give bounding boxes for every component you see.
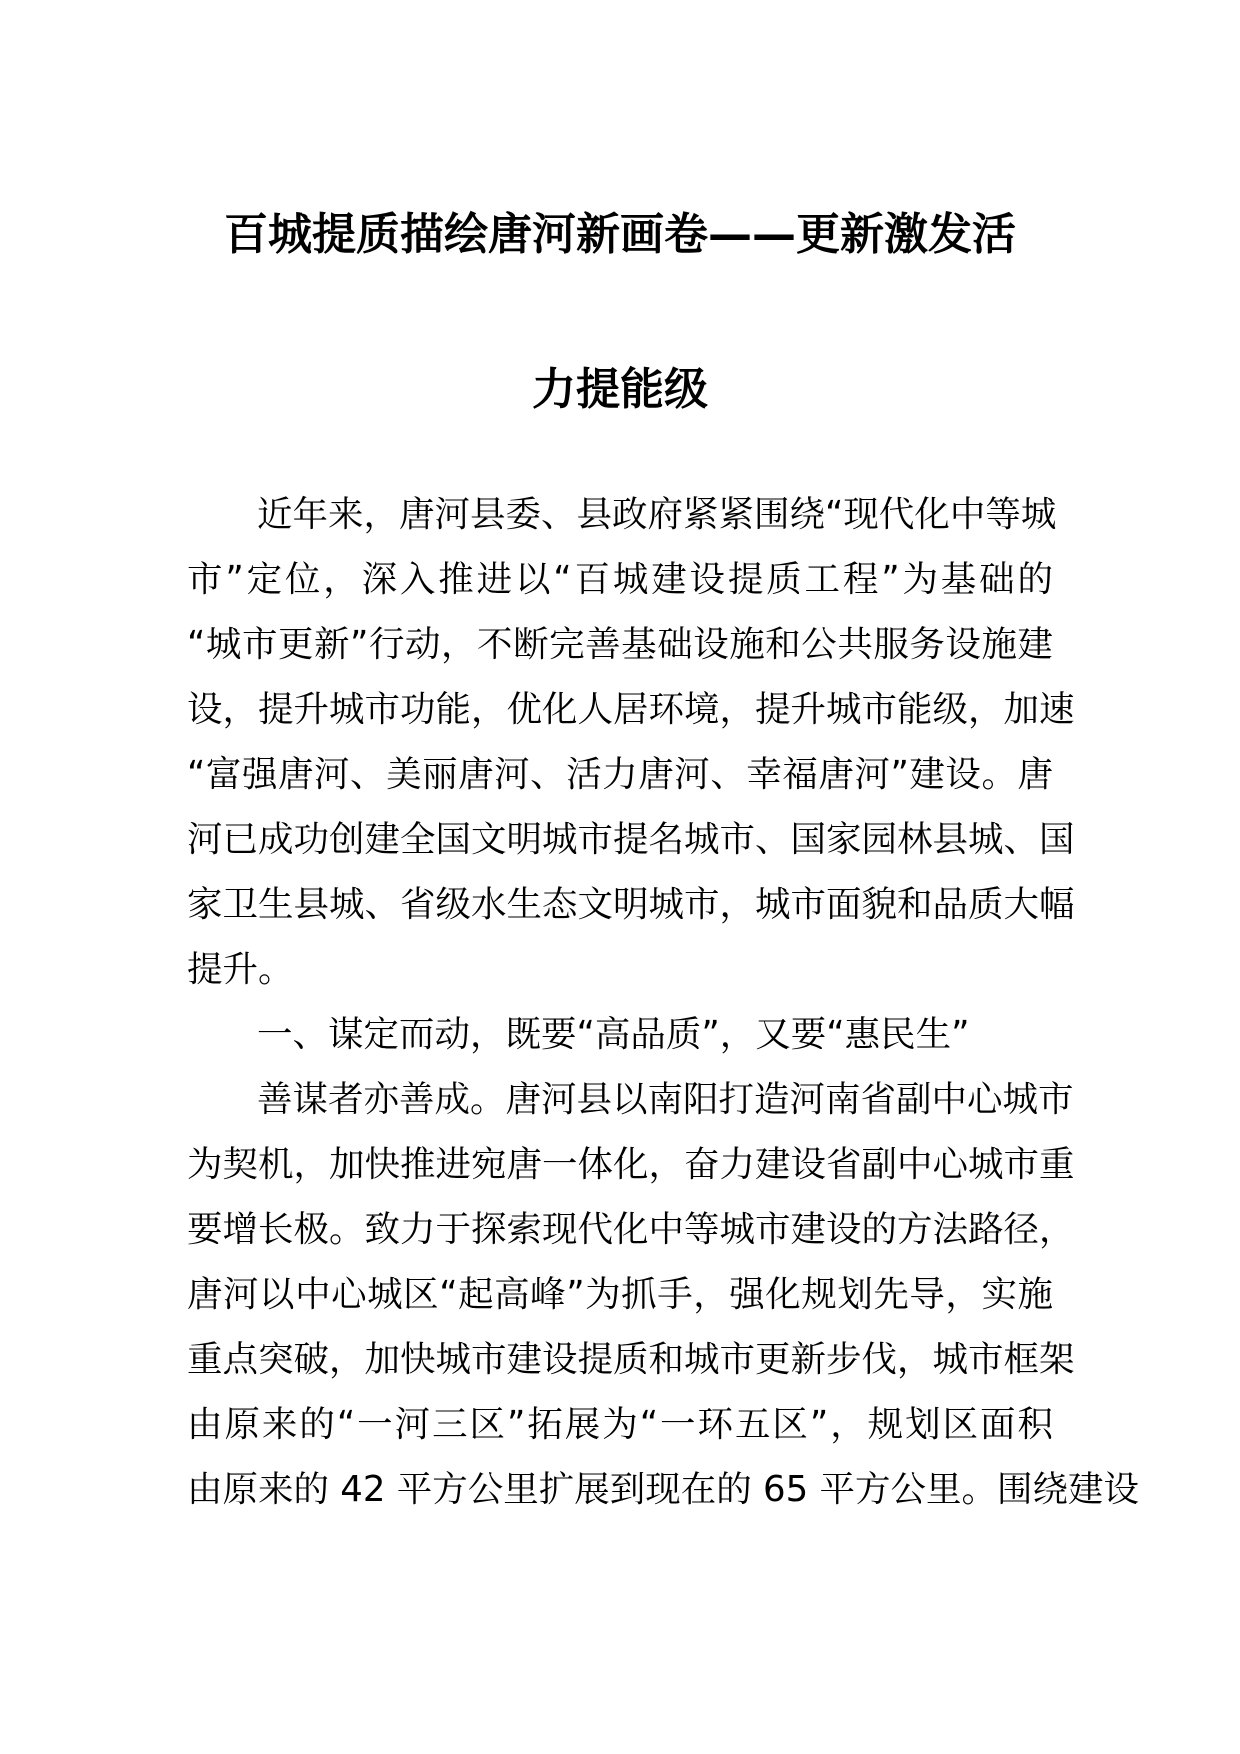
paragraph-1-line-8: 提升。 [187,949,294,990]
paragraph-2-line-2: 为契机，加快推进宛唐一体化，奋力建设省副中心城市重 [187,1144,1075,1185]
paragraph-1-line-1: 近年来，唐河县委、县政府紧紧围绕“现代化中等城 [257,494,1057,535]
paragraph-2-line-6: 由原来的“一河三区”拓展为“一环五区”，规划区面积 [187,1404,1053,1445]
paragraph-2-line-5: 重点突破，加快城市建设提质和城市更新步伐，城市框架 [187,1339,1075,1380]
paragraph-1-line-7: 家卫生县城、省级水生态文明城市，城市面貌和品质大幅 [187,884,1075,925]
paragraph-1-line-2: 市”定位，深入推进以“百城建设提质工程”为基础的 [187,559,1053,600]
section-heading-1: 一、谋定而动，既要“高品质”，又要“惠民生” [257,1014,970,1055]
paragraph-1-line-4: 设，提升城市功能，优化人居环境，提升城市能级，加速 [187,689,1075,730]
paragraph-2-line-4: 唐河以中心城区“起高峰”为抓手，强化规划先导，实施 [187,1274,1053,1315]
document-body [187,482,1139,1522]
paragraph-1-line-3: “城市更新”行动，不断完善基础设施和公共服务设施建 [187,624,1053,665]
paragraph-2-line-7: 由原来的 42 平方公里扩展到现在的 65 平方公里。围绕建设 [187,1469,1139,1510]
paragraph-1-line-6: 河已成功创建全国文明城市提名城市、国家园林县城、国 [187,819,1075,860]
document-title-line-2: 力提能级 [532,364,708,415]
paragraph-2-line-3: 要增长极。致力于探索现代化中等城市建设的方法路径， [187,1209,1075,1250]
document-title-line-1: 百城提质描绘唐河新画卷——更新激发活 [224,209,1016,260]
paragraph-2-line-1: 善谋者亦善成。唐河县以南阳打造河南省副中心城市 [257,1079,1074,1120]
paragraph-1-line-5: “富强唐河、美丽唐河、活力唐河、幸福唐河”建设。唐 [187,754,1053,795]
